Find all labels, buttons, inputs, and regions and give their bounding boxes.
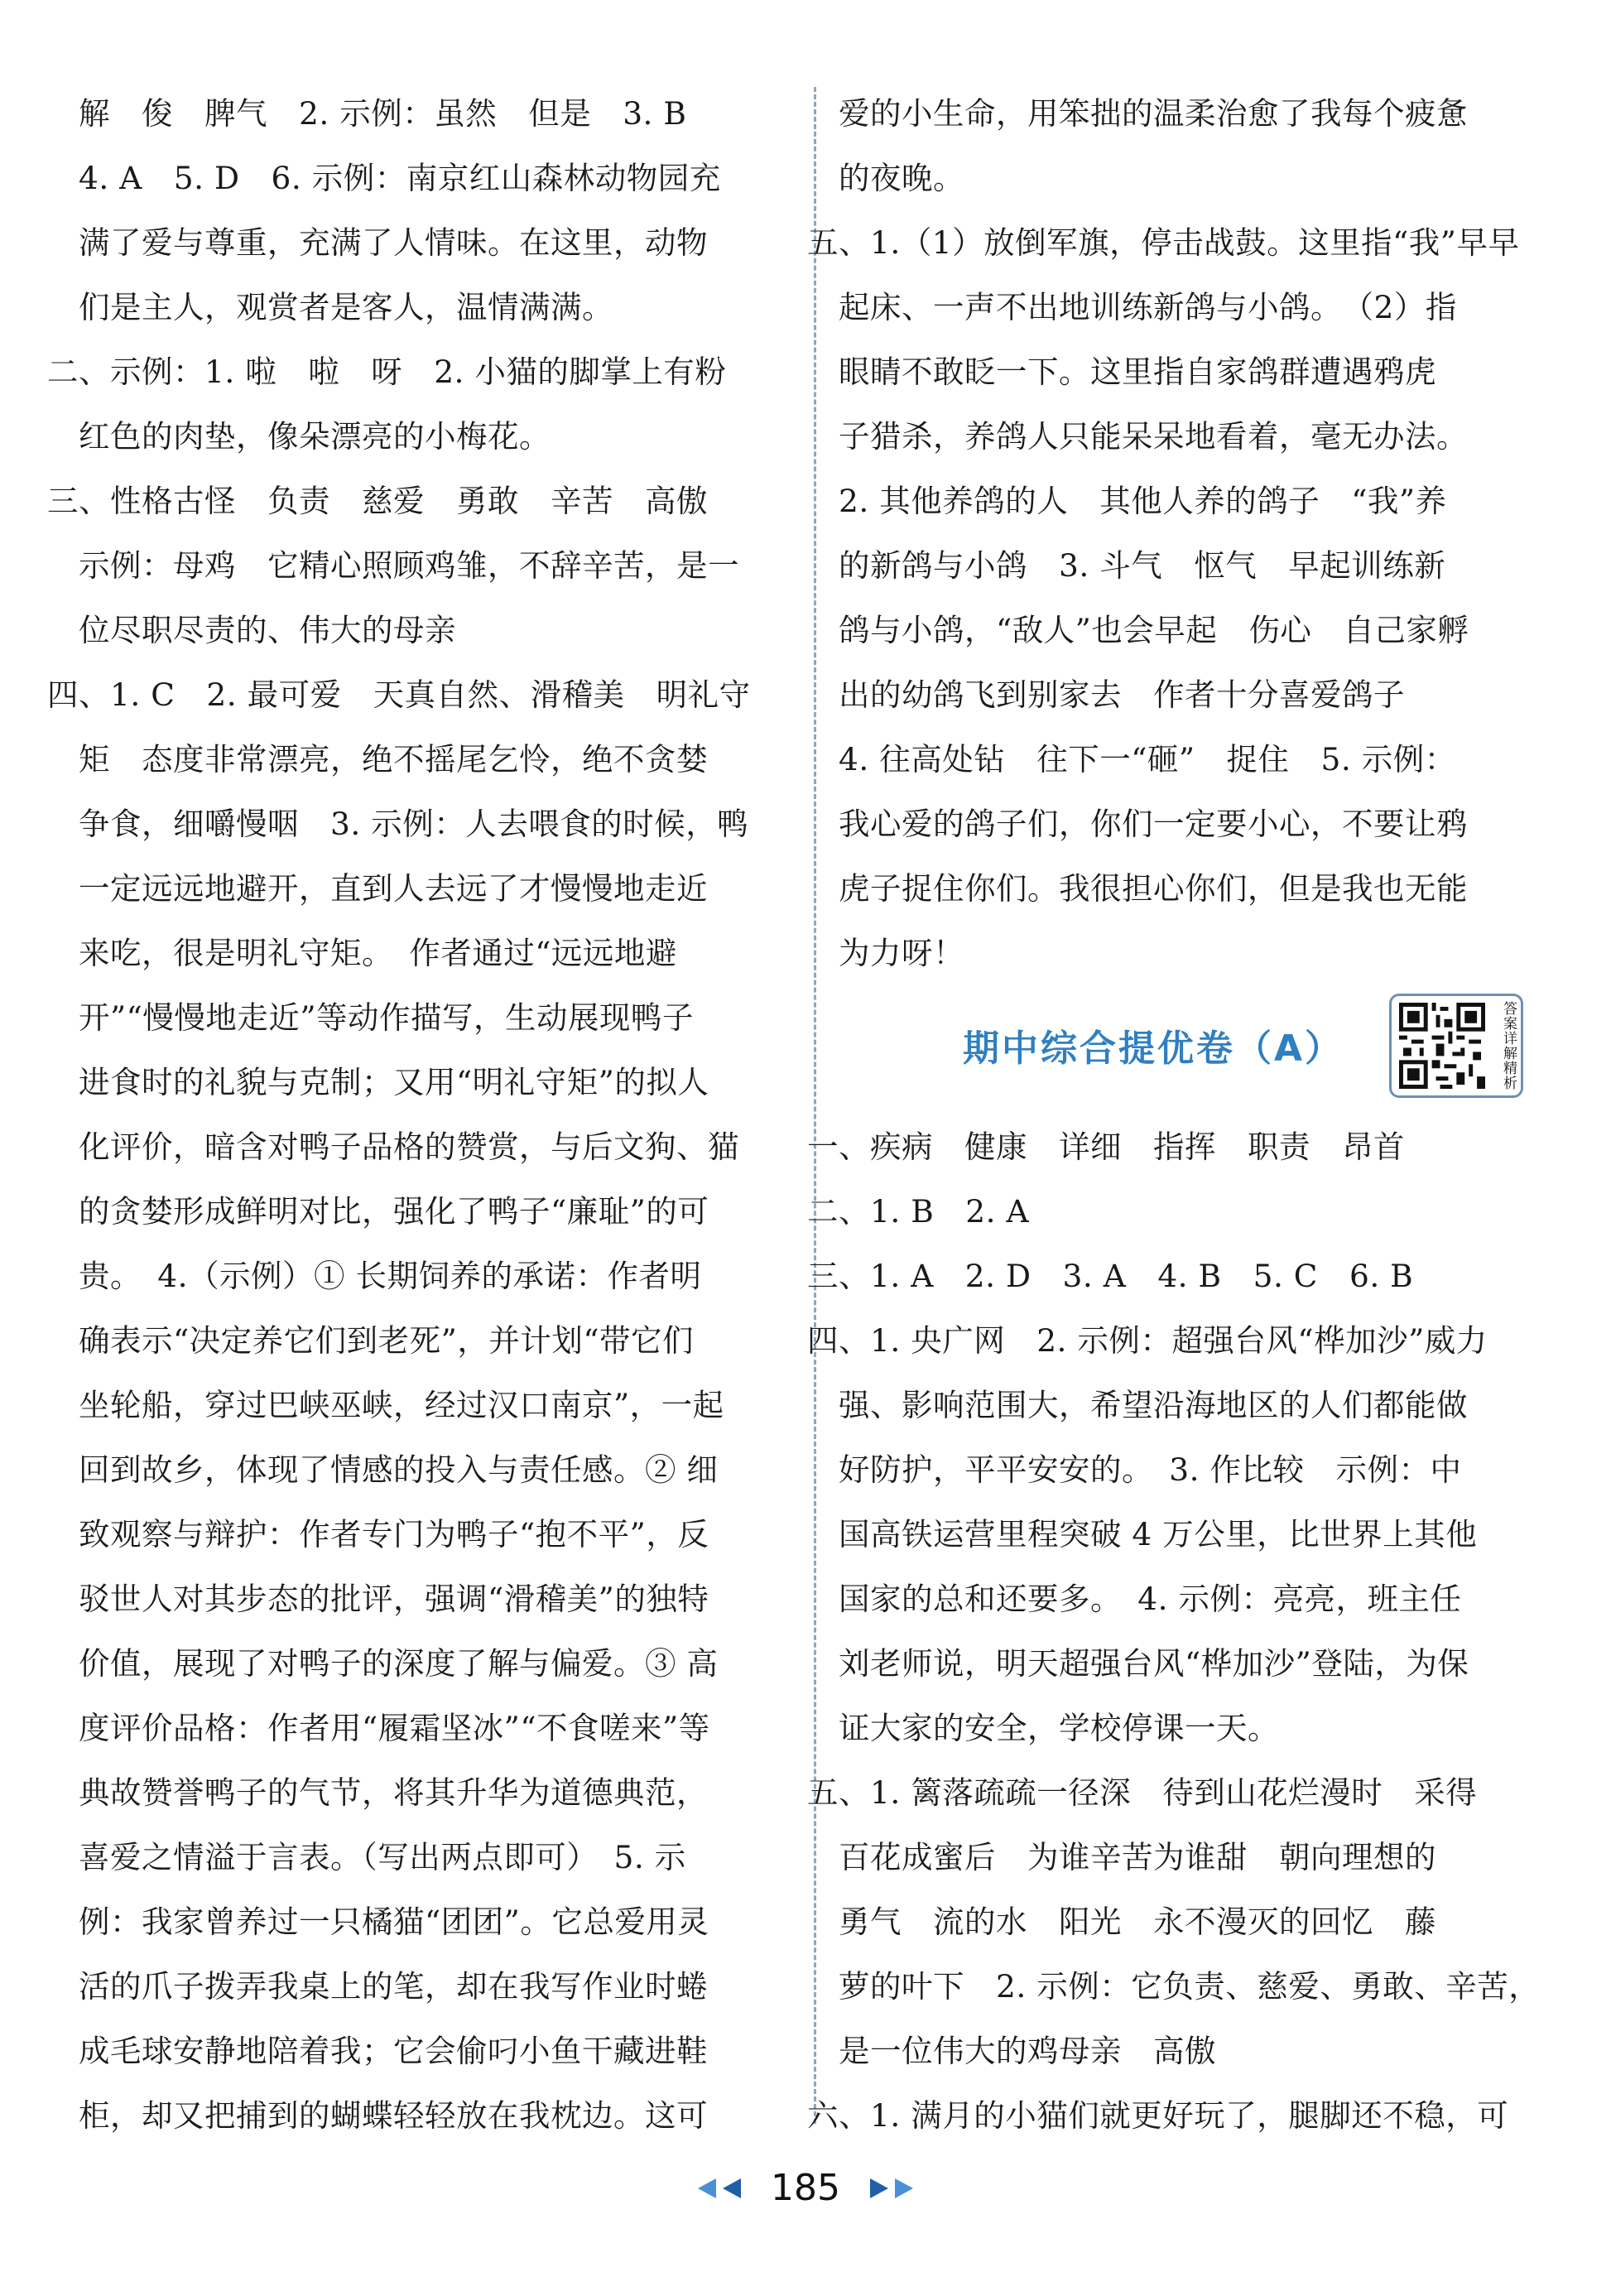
text-line: 子猎杀，养鸽人只能呆呆地看着，毫无办法。 — [839, 418, 1468, 455]
qr-code-icon — [1398, 1003, 1486, 1089]
text-line: 四、1. C 2. 最可爱 天真自然、滑稽美 明礼守 — [47, 676, 751, 713]
text-line: 喜爱之情溢于言表。（写出两点即可） 5. 示 — [79, 1839, 686, 1875]
text-line: 二、示例：1. 啦 啦 呀 2. 小猫的脚掌上有粉 — [47, 354, 727, 390]
text-line: 百花成蜜后 为谁辛苦为谁甜 朝向理想的 — [839, 1839, 1436, 1875]
text-line: 争食，细嚼慢咽 3. 示例：人去喂食的时候，鸭 — [79, 806, 749, 842]
left-column — [47, 81, 791, 2148]
text-line: 勇气 流的水 阳光 永不漫灭的回忆 藤 — [839, 1904, 1436, 1940]
text-line: 致观察与辩护：作者专门为鸭子“抱不平”，反 — [79, 1516, 709, 1552]
section-heading — [839, 985, 1551, 1114]
text-line: 示例：母鸡 它精心照顾鸡雏，不辞辛苦，是一 — [79, 547, 739, 584]
text-line: 为力呀！ — [839, 935, 964, 971]
text-line: 进食时的礼貌与克制；又用“明礼守矩”的拟人 — [79, 1064, 709, 1100]
text-line: 的贪婪形成鲜明对比，强化了鸭子“廉耻”的可 — [79, 1193, 709, 1230]
text-line: 的夜晚。 — [839, 160, 964, 196]
text-line: 坐轮船，穿过巴峡巫峡，经过汉口南京”，一起 — [79, 1387, 724, 1423]
text-line: 开”“慢慢地走近”等动作描写，生动展现鸭子 — [79, 999, 695, 1036]
text-line: 解 俊 脾气 2. 示例：虽然 但是 3. B — [79, 95, 687, 132]
text-line: 活的爪子拨弄我桌上的笔，却在我写作业时蜷 — [79, 1968, 708, 2005]
text-line: 确表示“决定养它们到老死”，并计划“带它们 — [79, 1322, 695, 1359]
text-line: 4. A 5. D 6. 示例：南京红山森林动物园充 — [79, 160, 721, 196]
text-line: 是一位伟大的鸡母亲 高傲 — [839, 2033, 1216, 2069]
previous-page-icon[interactable] — [695, 2177, 746, 2200]
text-line: 六、1. 满月的小猫们就更好玩了，腿脚还不稳，可 — [807, 2097, 1509, 2134]
next-page-icon[interactable] — [865, 2177, 916, 2200]
text-line: 五、1.（1）放倒军旗，停击战鼓。这里指“我”早早 — [807, 224, 1520, 261]
text-line: 2. 其他养鸽的人 其他人养的鸽子 “我”养 — [839, 483, 1447, 519]
text-line: 价值，展现了对鸭子的深度了解与偏爱。③ 高 — [79, 1645, 719, 1682]
text-line: 成毛球安静地陪着我；它会偷叼小鱼干藏进鞋 — [79, 2033, 708, 2069]
text-line: 贵。 4.（示例）① 长期饲养的承诺：作者明 — [79, 1258, 702, 1294]
text-line: 三、性格古怪 负责 慈爱 勇敢 辛苦 高傲 — [47, 483, 708, 519]
text-line: 证大家的安全，学校停课一天。 — [839, 1710, 1279, 1746]
text-line: 位尽职尽责的、伟大的母亲 — [79, 612, 456, 648]
text-line: 们是主人，观赏者是客人，温情满满。 — [79, 289, 613, 325]
qr-code-box[interactable] — [1389, 994, 1523, 1098]
text-line: 我心爱的鸽子们，你们一定要小心，不要让鸦 — [839, 806, 1468, 842]
text-line: 一、疾病 健康 详细 指挥 职责 昂首 — [807, 1129, 1405, 1165]
page-footer — [0, 2158, 1611, 2216]
text-line: 典故赞誉鸭子的气节，将其升华为道德典范， — [79, 1774, 708, 1811]
text-line: 起床、一声不出地训练新鸽与小鸽。 （2）指 — [839, 289, 1457, 325]
text-line: 虎子捉住你们。我很担心你们，但是我也无能 — [839, 870, 1468, 907]
section-title: 期中综合提优卷（A） — [963, 1028, 1344, 1070]
text-line: 眼睛不敢眨一下。这里指自家鸽群遭遇鸦虎 — [839, 354, 1436, 390]
text-line: 五、1. 篱落疏疏一径深 待到山花烂漫时 采得 — [807, 1774, 1478, 1811]
text-line: 好防护，平平安安的。 3. 作比较 示例：中 — [839, 1451, 1462, 1488]
text-line: 来吃，很是明礼守矩。 作者通过“远远地避 — [79, 935, 677, 971]
text-line: 出的幼鸽飞到别家去 作者十分喜爱鸽子 — [839, 676, 1405, 713]
page-number: 185 — [771, 2167, 840, 2209]
text-line: 三、1. A 2. D 3. A 4. B 5. C 6. B — [807, 1258, 1414, 1294]
text-line: 矩 态度非常漂亮，绝不摇尾乞怜，绝不贪婪 — [79, 741, 708, 777]
text-line: 回到故乡，体现了情感的投入与责任感。② 细 — [79, 1451, 719, 1488]
text-line: 鸽与小鸽，“敌人”也会早起 伤心 自己家孵 — [839, 612, 1469, 648]
text-line: 4. 往高处钻 往下一“砸” 捉住 5. 示例： — [839, 741, 1456, 777]
text-line: 萝的叶下 2. 示例：它负责、慈爱、勇敢、辛苦， — [839, 1968, 1541, 2005]
text-line: 强、影响范围大，希望沿海地区的人们都能做 — [839, 1387, 1468, 1423]
text-line: 驳世人对其步态的批评，强调“滑稽美”的独特 — [79, 1581, 709, 1617]
text-line: 国高铁运营里程突破 4 万公里，比世界上其他 — [839, 1516, 1478, 1552]
text-line: 红色的肉垫，像朵漂亮的小梅花。 — [79, 418, 551, 455]
text-line: 化评价，暗含对鸭子品格的赞赏，与后文狗、猫 — [79, 1129, 739, 1165]
text-line: 度评价品格：作者用“履霜坚冰”“不食嗟来”等 — [79, 1710, 710, 1746]
text-line: 例：我家曾养过一只橘猫“团团”。它总爱用灵 — [79, 1904, 709, 1940]
right-column — [807, 81, 1551, 2148]
text-line: 二、1. B 2. A — [807, 1193, 1030, 1230]
text-line: 刘老师说，明天超强台风“桦加沙”登陆，为保 — [839, 1645, 1469, 1682]
text-line: 满了爱与尊重，充满了人情味。在这里，动物 — [79, 224, 708, 261]
text-line: 的新鸽与小鸽 3. 斗气 怄气 早起训练新 — [839, 547, 1446, 584]
text-line: 一定远远地避开，直到人去远了才慢慢地走近 — [79, 870, 708, 907]
text-line: 四、1. 央广网 2. 示例：超强台风“桦加沙”威力 — [807, 1322, 1488, 1359]
text-line: 国家的总和还要多。 4. 示例：亮亮，班主任 — [839, 1581, 1462, 1617]
qr-label: 答案详解精析 — [1500, 1001, 1517, 1090]
text-line: 爱的小生命，用笨拙的温柔治愈了我每个疲惫 — [839, 95, 1468, 132]
text-line: 柜，却又把捕到的蝴蝶轻轻放在我枕边。这可 — [79, 2097, 708, 2134]
